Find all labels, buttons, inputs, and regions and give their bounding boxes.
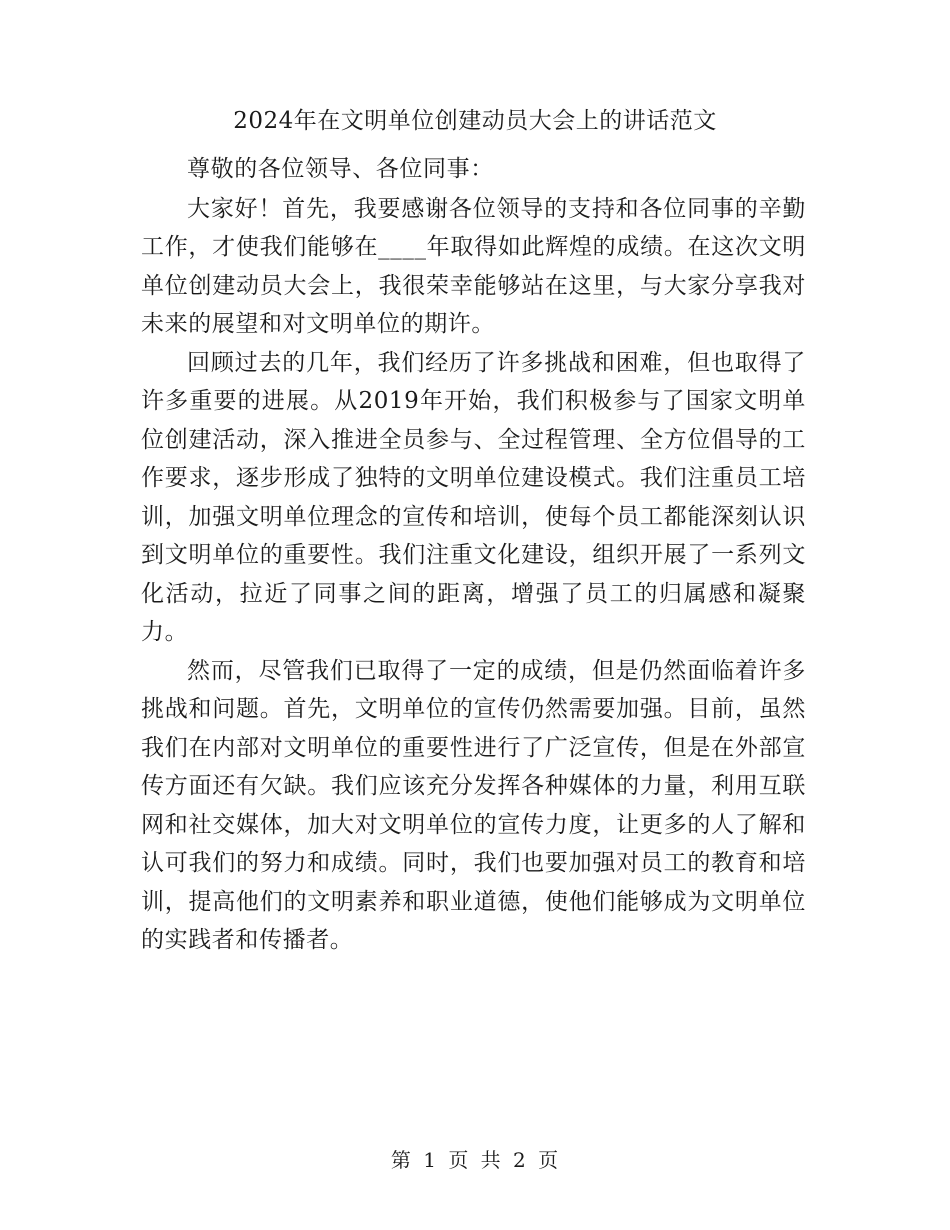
document-title: 2024年在文明单位创建动员大会上的讲话范文 — [233, 108, 717, 134]
page-footer: 第 1 页 共 2 页 — [390, 1148, 560, 1172]
body-paragraph-1: 大家好！首先，我要感谢各位领导的支持和各位同事的辛勤工作，才使我们能够在____年取得如此辉煌的成绩。在这次文明单位创建动员大会上，我很荣幸能够站在这里，与大家分享我对未来的展望和对文明单位的期许。 — [141, 195, 806, 337]
greeting-paragraph: 尊敬的各位领导、各位同事： — [187, 156, 494, 182]
body-paragraph-3: 然而，尽管我们已取得了一定的成绩，但是仍然面临着许多挑战和问题。首先，文明单位的宣传仍然需要加强。目前，虽然我们在内部对文明单位的重要性进行了广泛宣传，但是在外部宣传方面还有欠缺。我们应该充分发挥各种媒体的力量，利用互联网和社交媒体，加大对文明单位的宣传力度，让更多的人了解和认可我们的努力和成绩。同时，我们也要加强对员工的教育和培训，提高他们的文明素养和职业道德，使他们能够成为文明单位的实践者和传播者。 — [141, 657, 806, 953]
document-body — [141, 150, 806, 960]
body-paragraph-2: 回顾过去的几年，我们经历了许多挑战和困难，但也取得了许多重要的进展。从2019年开始，我们积极参与了国家文明单位创建活动，深入推进全员参与、全过程管理、全方位倡导的工作要求，逐步形成了独特的文明单位建设模式。我们注重员工培训，加强文明单位理念的宣传和培训，使每个员工都能深刻认识到文明单位的重要性。我们注重文化建设，组织开展了一系列文化活动，拉近了同事之间的距离，增强了员工的归属感和凝聚力。 — [141, 349, 806, 645]
